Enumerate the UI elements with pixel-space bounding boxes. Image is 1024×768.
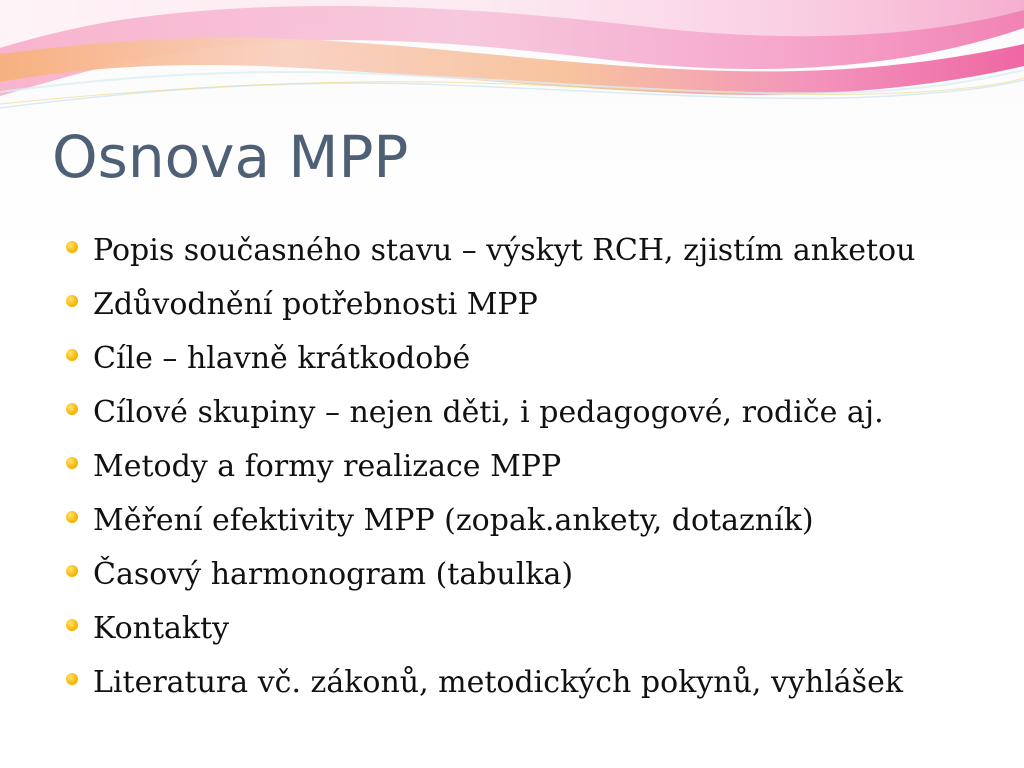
bullet-text: Popis současného stavu – výskyt RCH, zjistím anketou [93, 233, 916, 268]
bullet-dot-icon [66, 457, 78, 469]
bullet-item [66, 278, 1006, 332]
bullet-text: Časový harmonogram (tabulka) [93, 557, 574, 592]
bullet-dot-icon [66, 511, 78, 523]
bullet-dot-icon [66, 565, 78, 577]
bullet-text: Cílové skupiny – nejen děti, i pedagogové, rodiče aj. [93, 395, 884, 430]
bullet-item [66, 386, 1006, 440]
bullet-item [66, 332, 1006, 386]
bullet-text: Metody a formy realizace MPP [93, 449, 562, 484]
bullet-dot-icon [66, 295, 78, 307]
bullet-item [66, 602, 1006, 656]
bullet-text: Zdůvodnění potřebnosti MPP [93, 287, 538, 322]
bullet-text: Kontakty [93, 611, 230, 646]
bullet-item [66, 224, 1006, 278]
bullet-list [66, 224, 1006, 710]
bullet-item [66, 440, 1006, 494]
slide-title: Osnova MPP [52, 123, 409, 191]
bullet-item [66, 548, 1006, 602]
bullet-item [66, 494, 1006, 548]
bullet-dot-icon [66, 673, 78, 685]
decorative-header-wave [0, 0, 1024, 130]
bullet-text: Měření efektivity MPP (zopak.ankety, dotazník) [93, 503, 814, 538]
bullet-dot-icon [66, 349, 78, 361]
bullet-dot-icon [66, 619, 78, 631]
bullet-dot-icon [66, 403, 78, 415]
bullet-text: Cíle – hlavně krátkodobé [93, 341, 471, 376]
bullet-dot-icon [66, 241, 78, 253]
bullet-text: Literatura vč. zákonů, metodických pokynů, vyhlášek [93, 665, 903, 700]
bullet-item [66, 656, 1006, 710]
